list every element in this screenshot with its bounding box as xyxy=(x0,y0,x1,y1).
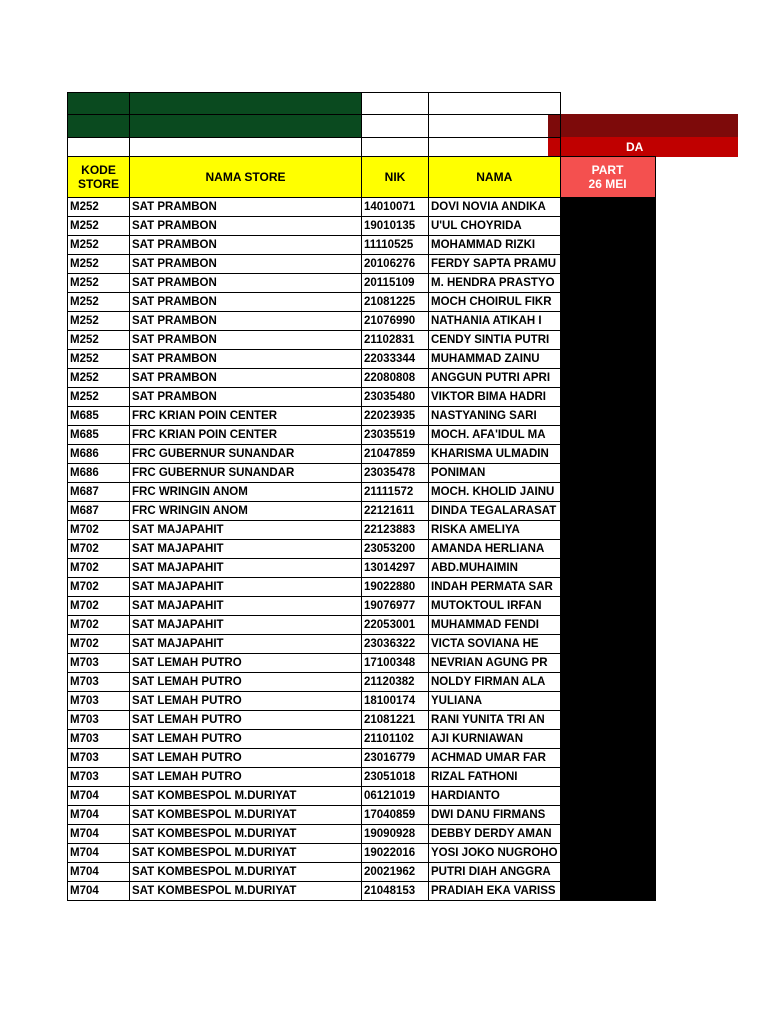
table-row xyxy=(68,806,656,825)
table-row xyxy=(68,692,656,711)
cell-kode-store[interactable]: M252 xyxy=(68,236,130,255)
cell-part[interactable] xyxy=(560,350,655,369)
cell-part[interactable] xyxy=(560,673,655,692)
cell-nik[interactable]: 23035478 xyxy=(362,464,429,483)
table-row xyxy=(68,521,656,540)
cell-nama-store[interactable]: SAT LEMAH PUTRO xyxy=(130,768,362,787)
cell-part[interactable] xyxy=(560,768,655,787)
cell-nama-store[interactable]: SAT KOMBESPOL M.DURIYAT xyxy=(130,825,362,844)
cell-nama[interactable]: MOHAMMAD RIZKI xyxy=(429,236,561,255)
cell-nik[interactable]: 21111572 xyxy=(362,483,429,502)
cell-nik[interactable]: 20106276 xyxy=(362,255,429,274)
cell-nik[interactable]: 19010135 xyxy=(362,217,429,236)
table-row xyxy=(68,787,656,806)
cell-nama-store[interactable]: SAT LEMAH PUTRO xyxy=(130,749,362,768)
cell-part[interactable] xyxy=(560,654,655,673)
cell-nik[interactable]: 23016779 xyxy=(362,749,429,768)
table-row xyxy=(68,825,656,844)
cell-blank xyxy=(560,115,655,138)
table-row xyxy=(68,559,656,578)
cell-empty[interactable] xyxy=(429,93,561,115)
cell-part[interactable] xyxy=(560,236,655,255)
cell-part[interactable] xyxy=(560,616,655,635)
cell-nama[interactable]: PONIMAN xyxy=(429,464,561,483)
cell-nama[interactable]: NASTYANING SARI xyxy=(429,407,561,426)
cell-nama-store[interactable]: FRC KRIAN POIN CENTER xyxy=(130,407,362,426)
cell-nik[interactable]: 23053200 xyxy=(362,540,429,559)
cell-nik[interactable]: 18100174 xyxy=(362,692,429,711)
cell-nama-store[interactable]: SAT LEMAH PUTRO xyxy=(130,692,362,711)
cell-nama-store[interactable]: SAT MAJAPAHIT xyxy=(130,616,362,635)
header-kode-store[interactable] xyxy=(68,157,130,198)
cell-kode-store[interactable]: M703 xyxy=(68,654,130,673)
header-kode-store-label: KODE STORE xyxy=(77,163,120,191)
cell-kode-store[interactable]: M252 xyxy=(68,388,130,407)
cell-nik[interactable]: 21076990 xyxy=(362,312,429,331)
cell-empty[interactable] xyxy=(429,115,561,138)
cell-nik[interactable]: 20021962 xyxy=(362,863,429,882)
cell-nik[interactable]: 21081225 xyxy=(362,293,429,312)
spreadsheet-table xyxy=(67,92,656,901)
cell-nama[interactable]: YULIANA xyxy=(429,692,561,711)
cell-kode-store[interactable]: M252 xyxy=(68,255,130,274)
cell-nama-store[interactable]: SAT PRAMBON xyxy=(130,274,362,293)
cell-nama-store[interactable]: SAT PRAMBON xyxy=(130,236,362,255)
cell-kode-store[interactable]: M702 xyxy=(68,616,130,635)
cell-part[interactable] xyxy=(560,730,655,749)
cell-part[interactable] xyxy=(560,293,655,312)
cell-kode-store[interactable]: M702 xyxy=(68,578,130,597)
title-row-2 xyxy=(68,115,656,138)
cell-green[interactable] xyxy=(68,93,130,115)
cell-nama[interactable]: CENDY SINTIA PUTRI xyxy=(429,331,561,350)
cell-kode-store[interactable]: M703 xyxy=(68,730,130,749)
cell-part[interactable] xyxy=(560,559,655,578)
header-part-label: PART 26 MEI xyxy=(588,163,627,191)
cell-kode-store[interactable]: M702 xyxy=(68,540,130,559)
cell-kode-store[interactable]: M703 xyxy=(68,673,130,692)
cell-green[interactable] xyxy=(68,115,130,138)
cell-nik[interactable]: 14010071 xyxy=(362,198,429,217)
cell-part[interactable] xyxy=(560,331,655,350)
cell-kode-store[interactable]: M702 xyxy=(68,635,130,654)
cell-empty[interactable] xyxy=(130,138,362,157)
table-row xyxy=(68,369,656,388)
header-nama[interactable] xyxy=(429,157,561,198)
cell-nik[interactable]: 19076977 xyxy=(362,597,429,616)
cell-nama[interactable]: NATHANIA ATIKAH I xyxy=(429,312,561,331)
table-row xyxy=(68,749,656,768)
cell-part[interactable] xyxy=(560,844,655,863)
cell-nama-store[interactable]: SAT PRAMBON xyxy=(130,293,362,312)
cell-part[interactable] xyxy=(560,578,655,597)
table-row xyxy=(68,730,656,749)
cell-nama[interactable]: ANGGUN PUTRI APRI xyxy=(429,369,561,388)
table-row xyxy=(68,882,656,901)
cell-nama-store[interactable]: SAT MAJAPAHIT xyxy=(130,521,362,540)
cell-kode-store[interactable]: M704 xyxy=(68,882,130,901)
band-label: DA xyxy=(626,140,644,154)
cell-green[interactable] xyxy=(130,115,362,138)
cell-kode-store[interactable]: M252 xyxy=(68,217,130,236)
cell-nama[interactable]: ABD.MUHAIMIN xyxy=(429,559,561,578)
table-row xyxy=(68,711,656,730)
cell-nama[interactable]: VIKTOR BIMA HADRI xyxy=(429,388,561,407)
cell-nama-store[interactable]: SAT PRAMBON xyxy=(130,255,362,274)
cell-part[interactable] xyxy=(560,711,655,730)
cell-part[interactable] xyxy=(560,255,655,274)
cell-part[interactable] xyxy=(560,882,655,901)
cell-part[interactable] xyxy=(560,540,655,559)
table-row xyxy=(68,483,656,502)
cell-kode-store[interactable]: M702 xyxy=(68,559,130,578)
cell-kode-store[interactable]: M252 xyxy=(68,293,130,312)
cell-nik[interactable]: 21047859 xyxy=(362,445,429,464)
cell-kode-store[interactable]: M686 xyxy=(68,464,130,483)
cell-kode-store[interactable]: M704 xyxy=(68,825,130,844)
cell-part[interactable] xyxy=(560,787,655,806)
cell-part[interactable] xyxy=(560,597,655,616)
cell-nama[interactable]: AMANDA HERLIANA xyxy=(429,540,561,559)
cell-nik[interactable]: 22123883 xyxy=(362,521,429,540)
cell-nama-store[interactable]: SAT MAJAPAHIT xyxy=(130,559,362,578)
cell-part[interactable] xyxy=(560,521,655,540)
cell-nama[interactable]: DWI DANU FIRMANS xyxy=(429,806,561,825)
cell-nama-store[interactable]: FRC KRIAN POIN CENTER xyxy=(130,426,362,445)
table-row xyxy=(68,502,656,521)
table-row xyxy=(68,654,656,673)
header-nama-store-label: NAMA STORE xyxy=(205,170,286,184)
cell-nik[interactable]: 22121611 xyxy=(362,502,429,521)
title-row-3 xyxy=(68,138,656,157)
cell-kode-store[interactable]: M703 xyxy=(68,768,130,787)
table-row xyxy=(68,350,656,369)
cell-part[interactable] xyxy=(560,407,655,426)
cell-empty[interactable] xyxy=(68,138,130,157)
table-row xyxy=(68,255,656,274)
cell-nama[interactable]: PRADIAH EKA VARISS xyxy=(429,882,561,901)
header-part[interactable] xyxy=(560,157,655,198)
cell-nama[interactable]: HARDIANTO xyxy=(429,787,561,806)
cell-nama-store[interactable]: SAT LEMAH PUTRO xyxy=(130,654,362,673)
table-row xyxy=(68,844,656,863)
table-row xyxy=(68,616,656,635)
header-nama-label: NAMA xyxy=(476,170,513,184)
table-row xyxy=(68,540,656,559)
cell-part[interactable] xyxy=(560,692,655,711)
cell-kode-store[interactable]: M703 xyxy=(68,711,130,730)
cell-nama[interactable]: MOCH. AFA'IDUL MA xyxy=(429,426,561,445)
cell-nama[interactable]: DOVI NOVIA ANDIKA xyxy=(429,198,561,217)
cell-nik[interactable]: 17040859 xyxy=(362,806,429,825)
cell-part[interactable] xyxy=(560,502,655,521)
table-row xyxy=(68,673,656,692)
table-row xyxy=(68,217,656,236)
cell-part[interactable] xyxy=(560,274,655,293)
table-row xyxy=(68,863,656,882)
cell-part[interactable] xyxy=(560,806,655,825)
cell-empty[interactable] xyxy=(362,138,429,157)
cell-nik[interactable]: 20115109 xyxy=(362,274,429,293)
table-row xyxy=(68,407,656,426)
cell-kode-store[interactable]: M687 xyxy=(68,502,130,521)
cell-nama-store[interactable]: FRC GUBERNUR SUNANDAR xyxy=(130,445,362,464)
header-nama-store[interactable] xyxy=(130,157,362,198)
cell-nama-store[interactable]: SAT KOMBESPOL M.DURIYAT xyxy=(130,882,362,901)
cell-nama-store[interactable]: SAT MAJAPAHIT xyxy=(130,635,362,654)
cell-nama-store[interactable]: SAT PRAMBON xyxy=(130,369,362,388)
cell-nik[interactable]: 21048153 xyxy=(362,882,429,901)
cell-nik[interactable]: 17100348 xyxy=(362,654,429,673)
table-row xyxy=(68,445,656,464)
cell-nama-store[interactable]: SAT PRAMBON xyxy=(130,350,362,369)
cell-kode-store[interactable]: M252 xyxy=(68,331,130,350)
cell-nama[interactable]: RANI YUNITA TRI AN xyxy=(429,711,561,730)
table-row xyxy=(68,198,656,217)
cell-nik[interactable]: 23035480 xyxy=(362,388,429,407)
table-row xyxy=(68,768,656,787)
cell-kode-store[interactable]: M685 xyxy=(68,426,130,445)
cell-nama-store[interactable]: SAT LEMAH PUTRO xyxy=(130,673,362,692)
cell-nama[interactable]: MOCH CHOIRUL FIKR xyxy=(429,293,561,312)
cell-kode-store[interactable]: M252 xyxy=(68,198,130,217)
cell-kode-store[interactable]: M704 xyxy=(68,787,130,806)
cell-nama-store[interactable]: SAT MAJAPAHIT xyxy=(130,578,362,597)
cell-nama-store[interactable]: SAT KOMBESPOL M.DURIYAT xyxy=(130,863,362,882)
cell-nik[interactable]: 22023935 xyxy=(362,407,429,426)
cell-part[interactable] xyxy=(560,825,655,844)
cell-kode-store[interactable]: M687 xyxy=(68,483,130,502)
cell-kode-store[interactable]: M704 xyxy=(68,806,130,825)
cell-kode-store[interactable]: M704 xyxy=(68,844,130,863)
cell-nama[interactable]: YOSI JOKO NUGROHO xyxy=(429,844,561,863)
cell-part[interactable] xyxy=(560,217,655,236)
cell-kode-store[interactable]: M702 xyxy=(68,521,130,540)
cell-nama-store[interactable]: SAT PRAMBON xyxy=(130,312,362,331)
header-nik-label: NIK xyxy=(384,170,406,184)
cell-nik[interactable]: 19022880 xyxy=(362,578,429,597)
cell-part[interactable] xyxy=(560,388,655,407)
cell-part[interactable] xyxy=(560,464,655,483)
cell-nama-store[interactable]: SAT MAJAPAHIT xyxy=(130,597,362,616)
cell-nama-store[interactable]: SAT KOMBESPOL M.DURIYAT xyxy=(130,844,362,863)
cell-part[interactable] xyxy=(560,445,655,464)
cell-nik[interactable]: 19090928 xyxy=(362,825,429,844)
table-row xyxy=(68,597,656,616)
cell-nik[interactable]: 23051018 xyxy=(362,768,429,787)
cell-nama[interactable]: ACHMAD UMAR FAR xyxy=(429,749,561,768)
cell-kode-store[interactable]: M702 xyxy=(68,597,130,616)
table-row xyxy=(68,312,656,331)
cell-nama-store[interactable]: SAT MAJAPAHIT xyxy=(130,540,362,559)
cell-empty[interactable] xyxy=(429,138,561,157)
title-row-1 xyxy=(68,93,656,115)
cell-kode-store[interactable]: M252 xyxy=(68,369,130,388)
cell-part[interactable] xyxy=(560,863,655,882)
header-nik[interactable] xyxy=(362,157,429,198)
cell-part[interactable] xyxy=(560,198,655,217)
cell-kode-store[interactable]: M685 xyxy=(68,407,130,426)
cell-blank xyxy=(560,138,655,157)
cell-nik[interactable]: 23035519 xyxy=(362,426,429,445)
cell-nama-store[interactable]: SAT LEMAH PUTRO xyxy=(130,711,362,730)
cell-nama-store[interactable]: FRC GUBERNUR SUNANDAR xyxy=(130,464,362,483)
cell-kode-store[interactable]: M252 xyxy=(68,312,130,331)
cell-part[interactable] xyxy=(560,426,655,445)
cell-nama-store[interactable]: SAT KOMBESPOL M.DURIYAT xyxy=(130,806,362,825)
cell-nama[interactable]: RISKA AMELIYA xyxy=(429,521,561,540)
cell-part[interactable] xyxy=(560,312,655,331)
cell-nik[interactable]: 21120382 xyxy=(362,673,429,692)
cell-kode-store[interactable]: M252 xyxy=(68,274,130,293)
cell-nama[interactable]: RIZAL FATHONI xyxy=(429,768,561,787)
table-row xyxy=(68,464,656,483)
cell-nama[interactable]: MUHAMMAD ZAINU xyxy=(429,350,561,369)
cell-nama[interactable]: KHARISMA ULMADIN xyxy=(429,445,561,464)
cell-nama-store[interactable]: SAT PRAMBON xyxy=(130,198,362,217)
table-row xyxy=(68,331,656,350)
cell-nik[interactable]: 19022016 xyxy=(362,844,429,863)
cell-nama-store[interactable]: SAT PRAMBON xyxy=(130,388,362,407)
cell-part[interactable] xyxy=(560,749,655,768)
cell-blank xyxy=(560,93,655,115)
cell-nik[interactable]: 22033344 xyxy=(362,350,429,369)
table-row xyxy=(68,578,656,597)
cell-empty[interactable] xyxy=(362,115,429,138)
cell-nama-store[interactable]: SAT LEMAH PUTRO xyxy=(130,730,362,749)
table-row xyxy=(68,293,656,312)
cell-nama[interactable]: INDAH PERMATA SAR xyxy=(429,578,561,597)
table-row xyxy=(68,236,656,255)
cell-nama[interactable]: DINDA TEGALARASAT xyxy=(429,502,561,521)
cell-part[interactable] xyxy=(560,635,655,654)
cell-nama[interactable]: M. HENDRA PRASTYO xyxy=(429,274,561,293)
cell-nik[interactable]: 06121019 xyxy=(362,787,429,806)
cell-nama[interactable]: MOCH. KHOLID JAINU xyxy=(429,483,561,502)
cell-kode-store[interactable]: M704 xyxy=(68,863,130,882)
cell-nik[interactable]: 22053001 xyxy=(362,616,429,635)
cell-kode-store[interactable]: M252 xyxy=(68,350,130,369)
cell-nama-store[interactable]: SAT PRAMBON xyxy=(130,331,362,350)
cell-nama[interactable]: NEVRIAN AGUNG PR xyxy=(429,654,561,673)
cell-nik[interactable]: 22080808 xyxy=(362,369,429,388)
cell-nama[interactable]: MUTOKTOUL IRFAN xyxy=(429,597,561,616)
cell-nama[interactable]: VICTA SOVIANA HE xyxy=(429,635,561,654)
cell-nama[interactable]: AJI KURNIAWAN xyxy=(429,730,561,749)
column-header-row xyxy=(68,157,656,198)
cell-kode-store[interactable]: M703 xyxy=(68,749,130,768)
cell-nama[interactable]: DEBBY DERDY AMAN xyxy=(429,825,561,844)
table-row xyxy=(68,388,656,407)
table-row xyxy=(68,274,656,293)
cell-nik[interactable]: 21081221 xyxy=(362,711,429,730)
cell-empty[interactable] xyxy=(362,93,429,115)
cell-nama-store[interactable]: SAT KOMBESPOL M.DURIYAT xyxy=(130,787,362,806)
cell-kode-store[interactable]: M686 xyxy=(68,445,130,464)
cell-nama-store[interactable]: FRC WRINGIN ANOM xyxy=(130,502,362,521)
cell-nama[interactable]: FERDY SAPTA PRAMU xyxy=(429,255,561,274)
cell-green[interactable] xyxy=(130,93,362,115)
cell-nama[interactable]: U'UL CHOYRIDA xyxy=(429,217,561,236)
table-row xyxy=(68,426,656,445)
cell-nik[interactable]: 13014297 xyxy=(362,559,429,578)
cell-nik[interactable]: 21101102 xyxy=(362,730,429,749)
cell-nik[interactable]: 23036322 xyxy=(362,635,429,654)
cell-kode-store[interactable]: M703 xyxy=(68,692,130,711)
cell-nik[interactable]: 21102831 xyxy=(362,331,429,350)
cell-nama[interactable]: MUHAMMAD FENDI xyxy=(429,616,561,635)
cell-nama-store[interactable]: FRC WRINGIN ANOM xyxy=(130,483,362,502)
cell-nama[interactable]: PUTRI DIAH ANGGRA xyxy=(429,863,561,882)
cell-nik[interactable]: 11110525 xyxy=(362,236,429,255)
cell-nama-store[interactable]: SAT PRAMBON xyxy=(130,217,362,236)
cell-nama[interactable]: NOLDY FIRMAN ALA xyxy=(429,673,561,692)
table-row xyxy=(68,635,656,654)
cell-part[interactable] xyxy=(560,369,655,388)
cell-part[interactable] xyxy=(560,483,655,502)
